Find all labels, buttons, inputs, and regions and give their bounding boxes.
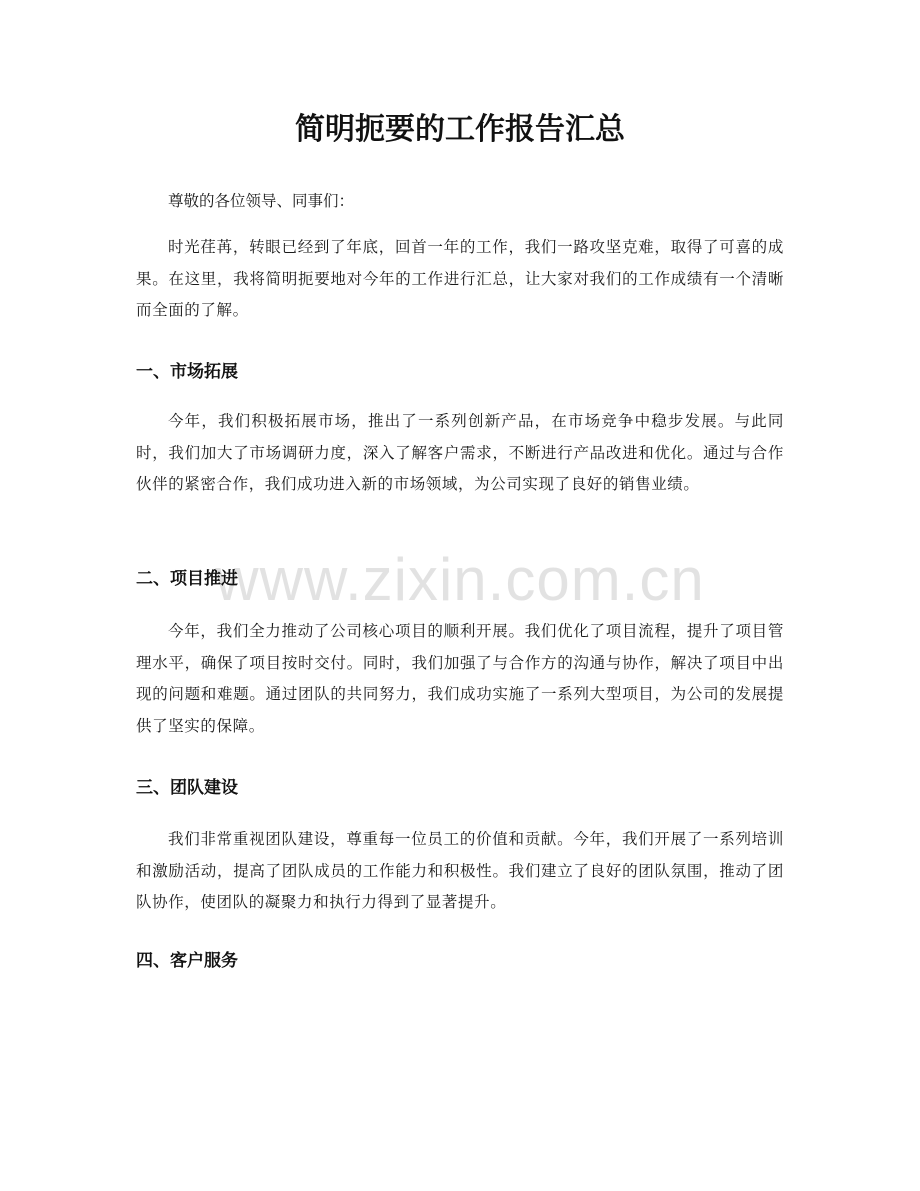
- section-heading-project: 二、项目推进: [136, 569, 238, 589]
- section-body-project: 今年，我们全力推动了公司核心项目的顺利开展。我们优化了项目流程，提升了项目管理水平，确保了项目按时交付。同时，我们加强了与合作方的沟通与协作，解决了项目中出现的问题和难题。通过团队的共同努力，我们成功实施了一系列大型项目，为公司的发展提供了坚实的保障。: [136, 622, 784, 735]
- document-title: 简明扼要的工作报告汇总: [295, 112, 625, 147]
- greeting: 尊敬的各位领导、同事们：: [168, 192, 355, 210]
- section-body-market: 今年，我们积极拓展市场，推出了一系列创新产品，在市场竞争中稳步发展。与此同时，我们加大了市场调研力度，深入了解客户需求，不断进行产品改进和优化。通过与合作伙伴的紧密合作，我们成功进入新的市场领域，为公司实现了良好的销售业绩。: [136, 412, 784, 493]
- intro-paragraph: 时光荏苒，转眼已经到了年底，回首一年的工作，我们一路攻坚克难，取得了可喜的成果。在这里，我将简明扼要地对今年的工作进行汇总，让大家对我们的工作成绩有一个清晰而全面的了解。: [136, 238, 784, 319]
- section-body-team: 我们非常重视团队建设，尊重每一位员工的价值和贡献。今年，我们开展了一系列培训和激励活动，提高了团队成员的工作能力和积极性。我们建立了良好的团队氛围，推动了团队协作，使团队的凝聚力和执行力得到了显著提升。: [136, 830, 784, 911]
- section-heading-team: 三、团队建设: [136, 778, 238, 798]
- section-heading-market: 一、市场拓展: [136, 362, 238, 382]
- watermark: www.zixin.com.cn: [215, 546, 705, 613]
- section-heading-customer: 四、客户服务: [136, 951, 238, 971]
